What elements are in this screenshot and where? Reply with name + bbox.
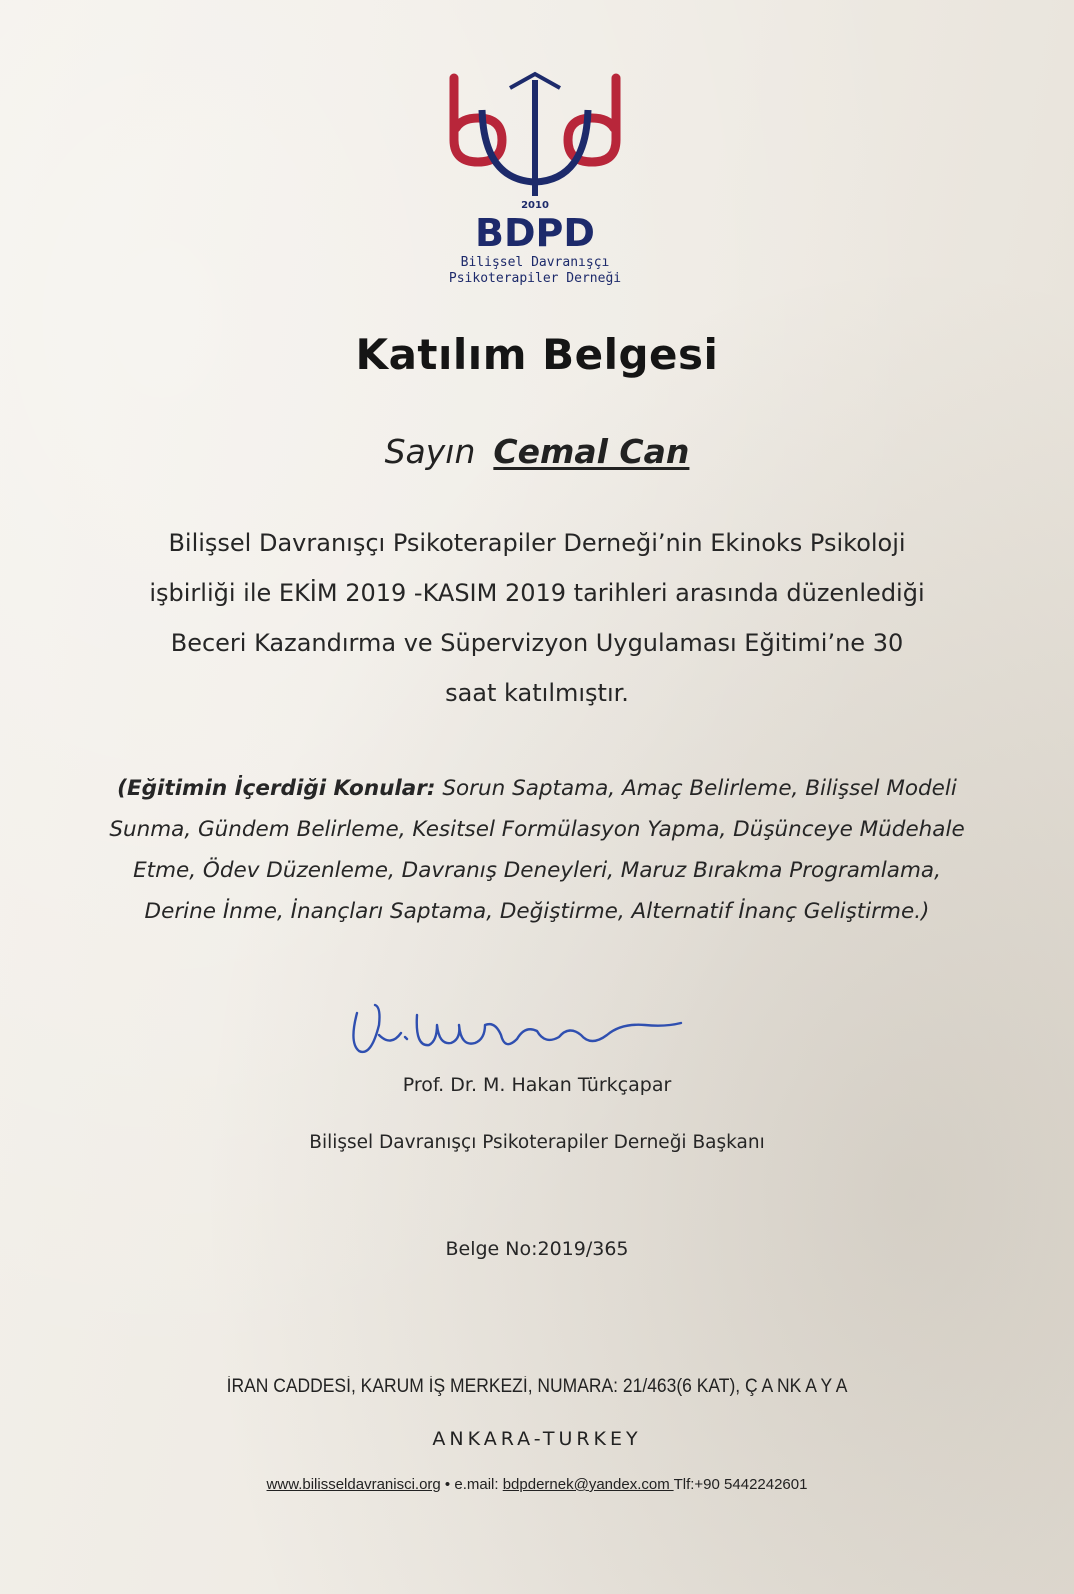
salutation-word: Sayın [384, 432, 476, 471]
certificate-body [0, 518, 1074, 718]
topics-line [0, 768, 1074, 809]
recipient-name: Cemal Can [493, 432, 690, 471]
logo-graphic [440, 70, 640, 300]
certificate-title: Katılım Belgesi [355, 330, 719, 379]
website-link[interactable]: www.bilisseldavranisci.org [266, 1476, 441, 1493]
topics-lead: (Eğitimin İçerdiği Konular: [117, 776, 436, 801]
body-line: Bilişsel Davranışçı Psikoterapiler Derneği’nin Ekinoks Psikoloji [168, 529, 906, 557]
logo-letter-d [568, 78, 616, 162]
document-number: Belge No:2019/365 [445, 1238, 629, 1260]
logo-name-line1: Bilişsel Davranışçı [460, 255, 610, 270]
body-line: işbirliği ile EKİM 2019 -KASIM 2019 tarihleri arasında düzenlediği [149, 579, 925, 607]
topics-line: Derine İnme, İnançları Saptama, Değiştirme, Alternatif İnanç Geliştirme.) [144, 899, 930, 924]
email-link[interactable]: bdpdernek@yandex.com [502, 1476, 674, 1493]
body-line: Beceri Kazandırma ve Süpervizyon Uygulaması Eğitimi’ne 30 [170, 629, 904, 657]
bdpd-logo [440, 70, 640, 300]
training-topics [0, 768, 1074, 932]
signer-name: Prof. Dr. M. Hakan Türkçapar [402, 1074, 672, 1096]
logo-name-line2: Psikoterapiler Derneği [448, 271, 622, 286]
footer-contact [0, 1476, 1074, 1493]
body-line: saat katılmıştır. [445, 679, 629, 707]
topics-line: Etme, Ödev Düzenleme, Davranış Deneyleri, Maruz Bırakma Programlama, [133, 858, 941, 883]
signer-role: Bilişsel Davranışçı Psikoterapiler Derneği Başkanı [309, 1132, 765, 1153]
topics-line: Sunma, Gündem Belirleme, Kesitsel Formülasyon Yapma, Düşünceye Müdehale [109, 817, 965, 842]
logo-acronym: BDPD [475, 211, 595, 255]
topics-line1-rest: Sorun Saptama, Amaç Belirleme, Bilişsel Modeli [435, 776, 957, 801]
logo-year: 2010 [521, 200, 549, 211]
footer-city: ANKARA-TURKEY [432, 1428, 642, 1450]
footer-address: İRAN CADDESİ, KARUM İŞ MERKEZİ, NUMARA: 21/463(6 KAT), Ç A NK A Y A [226, 1376, 848, 1397]
signature-scribble [345, 995, 705, 1075]
signature-mark [345, 995, 705, 1075]
salutation [0, 432, 1074, 471]
phone-number: Tlf:+90 5442242601 [673, 1476, 808, 1493]
email-label: • e.mail: [440, 1476, 503, 1493]
logo-letter-b [454, 78, 502, 162]
